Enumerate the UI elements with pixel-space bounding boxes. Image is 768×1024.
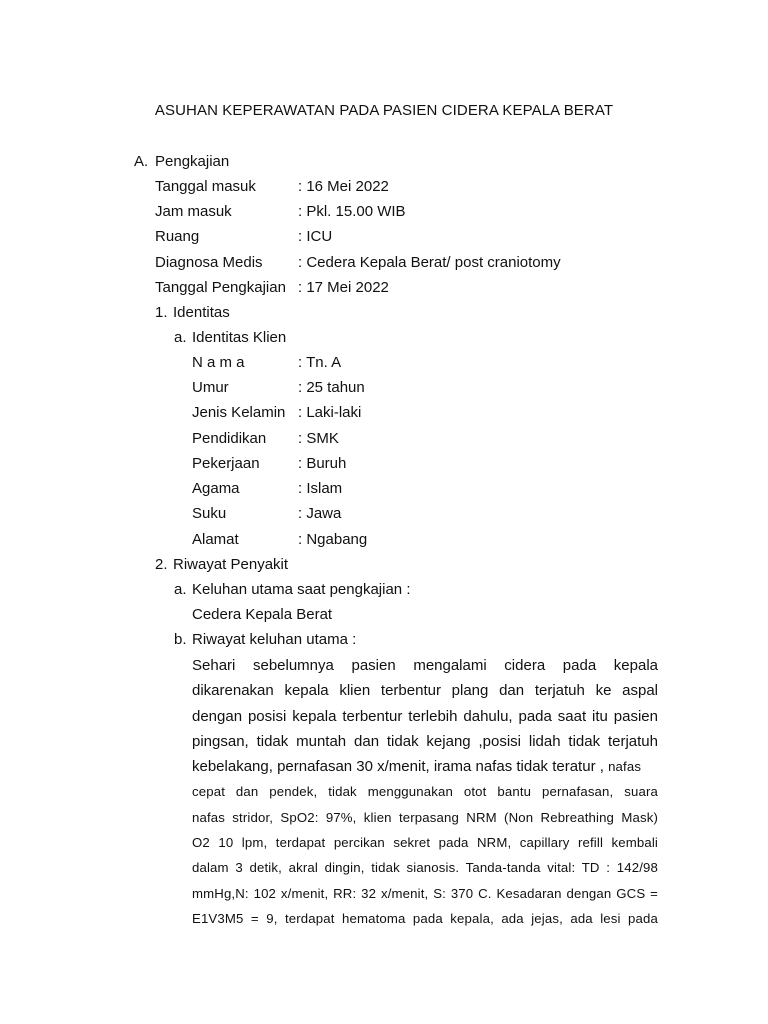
paragraph-line: O2 10 lpm, terdapat percikan sekret pada NRM, capillary refill kembali	[192, 835, 658, 851]
paragraph-line: dengan posisi kepala terbentur terlebih dahulu, pada saat itu pasien	[192, 707, 658, 725]
field-value: : SMK	[298, 430, 339, 447]
keluhan-marker: a.	[174, 581, 187, 598]
paragraph-line: cepat dan pendek, tidak menggunakan otot bantu pernafasan, suara	[192, 784, 658, 800]
field-label: Umur	[192, 379, 229, 396]
paragraph-line-tail: nafas	[608, 759, 642, 775]
document-title: ASUHAN KEPERAWATAN PADA PASIEN CIDERA KEPALA BERAT	[154, 102, 614, 119]
field-label: Pendidikan	[192, 430, 267, 447]
field-label: Tanggal masuk	[155, 178, 256, 195]
field-value: : Tn. A	[298, 354, 342, 371]
paragraph-line-text: kebelakang, pernafasan 30 x/menit, irama nafas tidak teratur ,	[192, 758, 604, 776]
field-label: Tanggal Pengkajian	[155, 279, 286, 296]
field-label: Suku	[192, 505, 227, 522]
field-label: Ruang	[155, 228, 200, 245]
paragraph-line: pingsan, tidak muntah dan tidak kejang ,posisi lidah tidak terjatuh	[192, 732, 658, 750]
field-value: : Pkl. 15.00 WIB	[298, 203, 406, 220]
field-label: Agama	[192, 480, 240, 497]
keluhan-value: Cedera Kepala Berat	[192, 606, 333, 623]
field-value: : Cedera Kepala Berat/ post craniotomy	[298, 254, 561, 271]
paragraph-line: dikarenakan kepala klien terbentur plang dan terjatuh ke aspal	[192, 682, 658, 700]
field-value: : Ngabang	[298, 531, 368, 548]
riwayat-keluhan-marker: b.	[174, 631, 187, 648]
field-value: : 16 Mei 2022	[298, 178, 389, 195]
riwayat-keluhan-heading: Riwayat keluhan utama :	[192, 631, 357, 648]
field-label: Jenis Kelamin	[192, 404, 286, 421]
field-value: : Buruh	[298, 455, 347, 472]
riwayat-keluhan-paragraph	[192, 653, 658, 931]
paragraph-line	[192, 754, 658, 779]
field-value: : Laki-laki	[298, 404, 362, 421]
riwayat-heading: Riwayat Penyakit	[173, 556, 289, 573]
field-label: Alamat	[192, 531, 239, 548]
identitas-number: 1.	[155, 304, 168, 321]
field-value: : 25 tahun	[298, 379, 365, 396]
identitas-klien-heading: Identitas Klien	[192, 329, 287, 346]
field-label: N a m a	[192, 354, 245, 371]
riwayat-number: 2.	[155, 556, 168, 573]
field-value: : 17 Mei 2022	[298, 279, 389, 296]
field-value: : Jawa	[298, 505, 342, 522]
field-value: : Islam	[298, 480, 343, 497]
paragraph-line: nafas stridor, SpO2: 97%, klien terpasang NRM (Non Rebreathing Mask)	[192, 809, 658, 825]
field-label: Jam masuk	[155, 203, 232, 220]
paragraph-line: mmHg,N: 102 x/menit, RR: 32 x/menit, S: 370 C. Kesadaran dengan GCS =	[192, 885, 658, 901]
identitas-klien-marker: a.	[174, 329, 187, 346]
paragraph-line: E1V3M5 = 9, terdapat hematoma pada kepala, ada jejas, ada lesi pada	[192, 910, 658, 926]
field-label: Diagnosa Medis	[155, 254, 263, 271]
field-label: Pekerjaan	[192, 455, 260, 472]
paragraph-line: Sehari sebelumnya pasien mengalami cidera pada kepala	[192, 657, 658, 674]
identitas-heading: Identitas	[173, 304, 230, 321]
section-a-marker: A.	[134, 153, 149, 170]
keluhan-heading: Keluhan utama saat pengkajian :	[192, 581, 411, 598]
section-a-heading: Pengkajian	[155, 153, 230, 170]
field-value: : ICU	[298, 228, 333, 245]
paragraph-line: dalam 3 detik, akral dingin, tidak sianosis. Tanda-tanda vital: TD : 142/98	[192, 860, 658, 876]
